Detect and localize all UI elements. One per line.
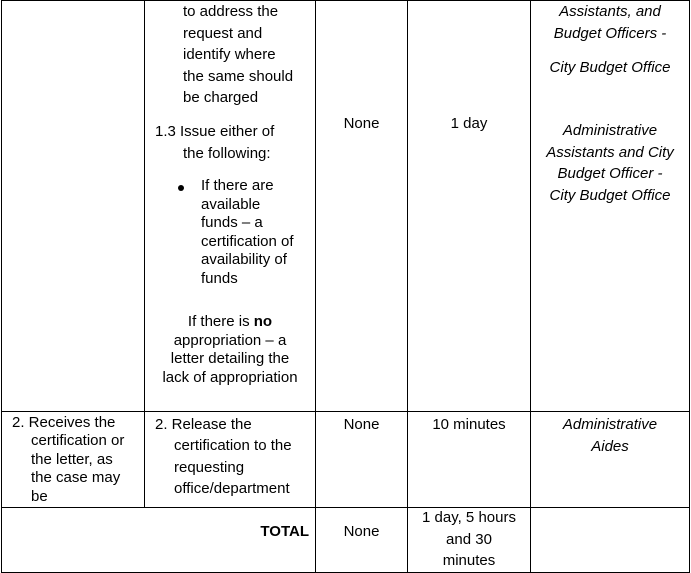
table-border-left <box>1 0 2 573</box>
total-label: TOTAL <box>260 523 309 540</box>
row1-person-responsible-a: Assistants, and Budget Officers - <box>553 3 667 42</box>
total-fees: None <box>343 523 380 540</box>
table-border-right <box>689 0 690 573</box>
col-divider-client <box>144 0 145 508</box>
row1-person-responsible-b: Administrative Assistants and City Budget Officer - City Budget Office <box>546 122 674 204</box>
row2-person-responsible: Administrative Aides <box>562 416 658 455</box>
row1-fees: None <box>343 115 380 132</box>
row-divider-2 <box>1 507 690 508</box>
row-divider-1 <box>1 411 690 412</box>
bullet-item-funds-available: If there are available funds – a certification of availability of funds <box>201 177 294 287</box>
action-continuation: to address the request and identify where the same should be charged <box>183 3 294 106</box>
row1-processing-time: 1 day <box>450 115 488 132</box>
col-divider-action <box>315 0 316 573</box>
procedure-table: to address the request and identify where the same should be charged 1.3 Issue either of the following: If there are available funds – a certification of availability of funds If there is no appropriation – a letter detailing the lack of appropriation None 1 day Assistants, and Budget Officers - City Budget Office Administrative Assistants and City Budget Officer - City Budget Office 2. Receives the certification or the letter, as the case may be 2. Release the certification to the requesting office/department None 10 minutes Administrative Aides TOTAL None 1 day, 5 hours and 30 minutes <box>0 0 691 573</box>
no-appropriation-note: If there is no appropriation – a letter detailing the lack of appropriation <box>162 313 298 386</box>
row2-fees: None <box>343 416 380 433</box>
bullet-icon <box>178 185 184 191</box>
col-divider-time <box>530 0 531 573</box>
row2-processing-time: 10 minutes <box>432 416 506 433</box>
row1-person-office-a: City Budget Office <box>549 59 671 76</box>
col-divider-fees <box>407 0 408 573</box>
total-processing-time: 1 day, 5 hours and 30 minutes <box>422 509 516 569</box>
